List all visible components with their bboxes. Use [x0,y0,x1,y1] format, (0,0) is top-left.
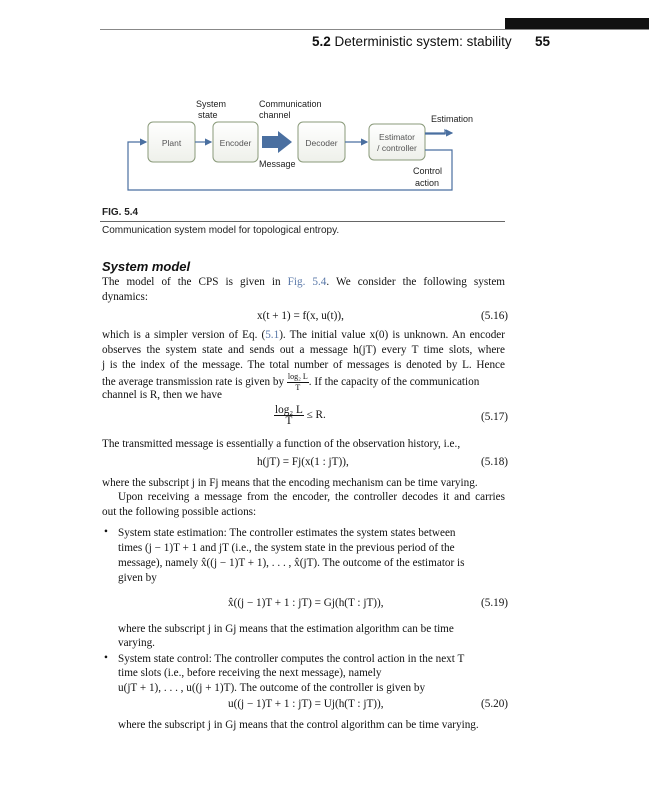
eq517-num: log₂ L [275,404,303,416]
para2-line1 [102,328,505,343]
bullet1-line1: System state estimation: The controller estimates the system states between [118,527,456,539]
label-estimation: Estimation [431,114,474,124]
equation-5-18: h(jT) = Fj(x(1 : jT)), [257,456,349,468]
para4-line2: Upon receiving a message from the encoder, the controller decodes it and carries [118,491,505,503]
bullet2-after-line1: where the subscript j in Gj means that the control algorithm can be time varying. [118,719,479,731]
bullet2-line1: System state control: The controller computes the control action in the next T [118,653,465,665]
equation-5-17 [274,405,326,426]
equation-5-18-number: (5.18) [481,456,509,468]
equation-5-19-number: (5.19) [481,597,509,609]
para2-line4-a: the average transmission rate is given by [102,376,285,389]
label-comm-channel-2: channel [259,110,291,120]
para2-line4-b: . If the capacity of the communication [308,376,480,389]
estimator-label-2: / controller [377,143,417,153]
label-control-action-2: action [415,178,440,188]
para1-text-a: The model of the CPS is given in [102,276,281,288]
label-system-state-2: state [198,110,218,120]
section-heading: System model [102,259,191,274]
plant-label: Plant [161,138,182,148]
header-rule [100,29,649,30]
equation-5-16: x(t + 1) = f(x, u(t)), [257,310,344,322]
channel-arrow [262,131,292,153]
bullet1-after-line2: varying. [118,637,155,649]
label-system-state-1: System [196,99,227,109]
para3-line1: The transmitted message is essentially a function of the observation history, i.e., [102,438,461,450]
equation-5-20: u((j − 1)T + 1 : jT) = Uj(h(T : jT)), [228,698,384,710]
bullet2-line2: time slots (i.e., before receiving the next message), namely [118,667,382,679]
para1-text-b: . We consider the following system [326,276,505,288]
figure-caption: Communication system model for topological entropy. [102,225,340,236]
para2-line3: j is the index of the message. The total number of messages is denoted by L. Hence [102,359,505,371]
eq517-rest: ≤ R. [306,409,326,422]
rate-fraction-den: T [295,383,301,392]
equation-5-16-number: (5.16) [481,310,509,322]
para1-line1 [102,275,505,290]
decoder-label: Decoder [305,138,338,148]
estimator-box [369,124,425,160]
figure-5-4 [100,92,520,202]
bullet2-line3: u(jT + 1), . . . , u((j + 1)T). The outcome of the controller is given by [118,682,426,694]
eq517-fraction [274,405,304,426]
para2-line5: channel is R, then we have [102,389,222,401]
bullet1-line2: times (j − 1)T + 1 and jT (i.e., the system state in the previous period of the [118,542,455,554]
para4-line1: where the subscript j in Fj means that the encoding mechanism can be time varying. [102,477,478,489]
eq-5-1-link[interactable]: 5.1 [265,329,280,341]
section-number: 5.2 [312,34,331,49]
para1-line2: dynamics: [102,291,148,303]
eq517-den: T [285,415,293,427]
para2-line2: observes the system state and sends out a message h(jT) every T time slots, where [102,344,505,356]
section-title: Deterministic system: stability [334,34,512,49]
caption-rule [100,221,505,222]
bullet-1-marker: • [104,526,108,538]
para4-line3: out the following possible actions: [102,506,257,518]
fig-5-4-link[interactable]: Fig. 5.4 [287,276,327,288]
rate-fraction-num: log₂ L [287,372,308,381]
figure-number: FIG. 5.4 [102,207,139,218]
bullet1-line3: message), namely x̂((j − 1)T + 1), . . . , x̂(jT). The outcome of the estimator is [118,557,465,569]
para2-text-a: which is a simpler version of Eq. ( [102,329,266,341]
running-title [312,34,512,49]
equation-5-17-number: (5.17) [481,411,509,423]
bullet-2-marker: • [104,652,108,664]
page-number: 55 [535,34,551,49]
bullet1-line4: given by [118,572,157,584]
label-comm-channel-1: Communication [259,99,322,109]
para2-text-b: ). The initial value x(0) is unknown. An encoder [279,329,505,341]
equation-5-19: x̂((j − 1)T + 1 : jT) = Gj(h(T : jT)), [228,597,384,609]
bullet1-after-line1: where the subscript j in Gj means that the estimation algorithm can be time [118,623,454,635]
label-message: Message [259,159,296,169]
rate-fraction [287,372,309,393]
equation-5-20-number: (5.20) [481,698,509,710]
estimator-label-1: Estimator [379,132,415,142]
encoder-label: Encoder [219,138,252,148]
label-control-action-1: Control [413,166,443,176]
